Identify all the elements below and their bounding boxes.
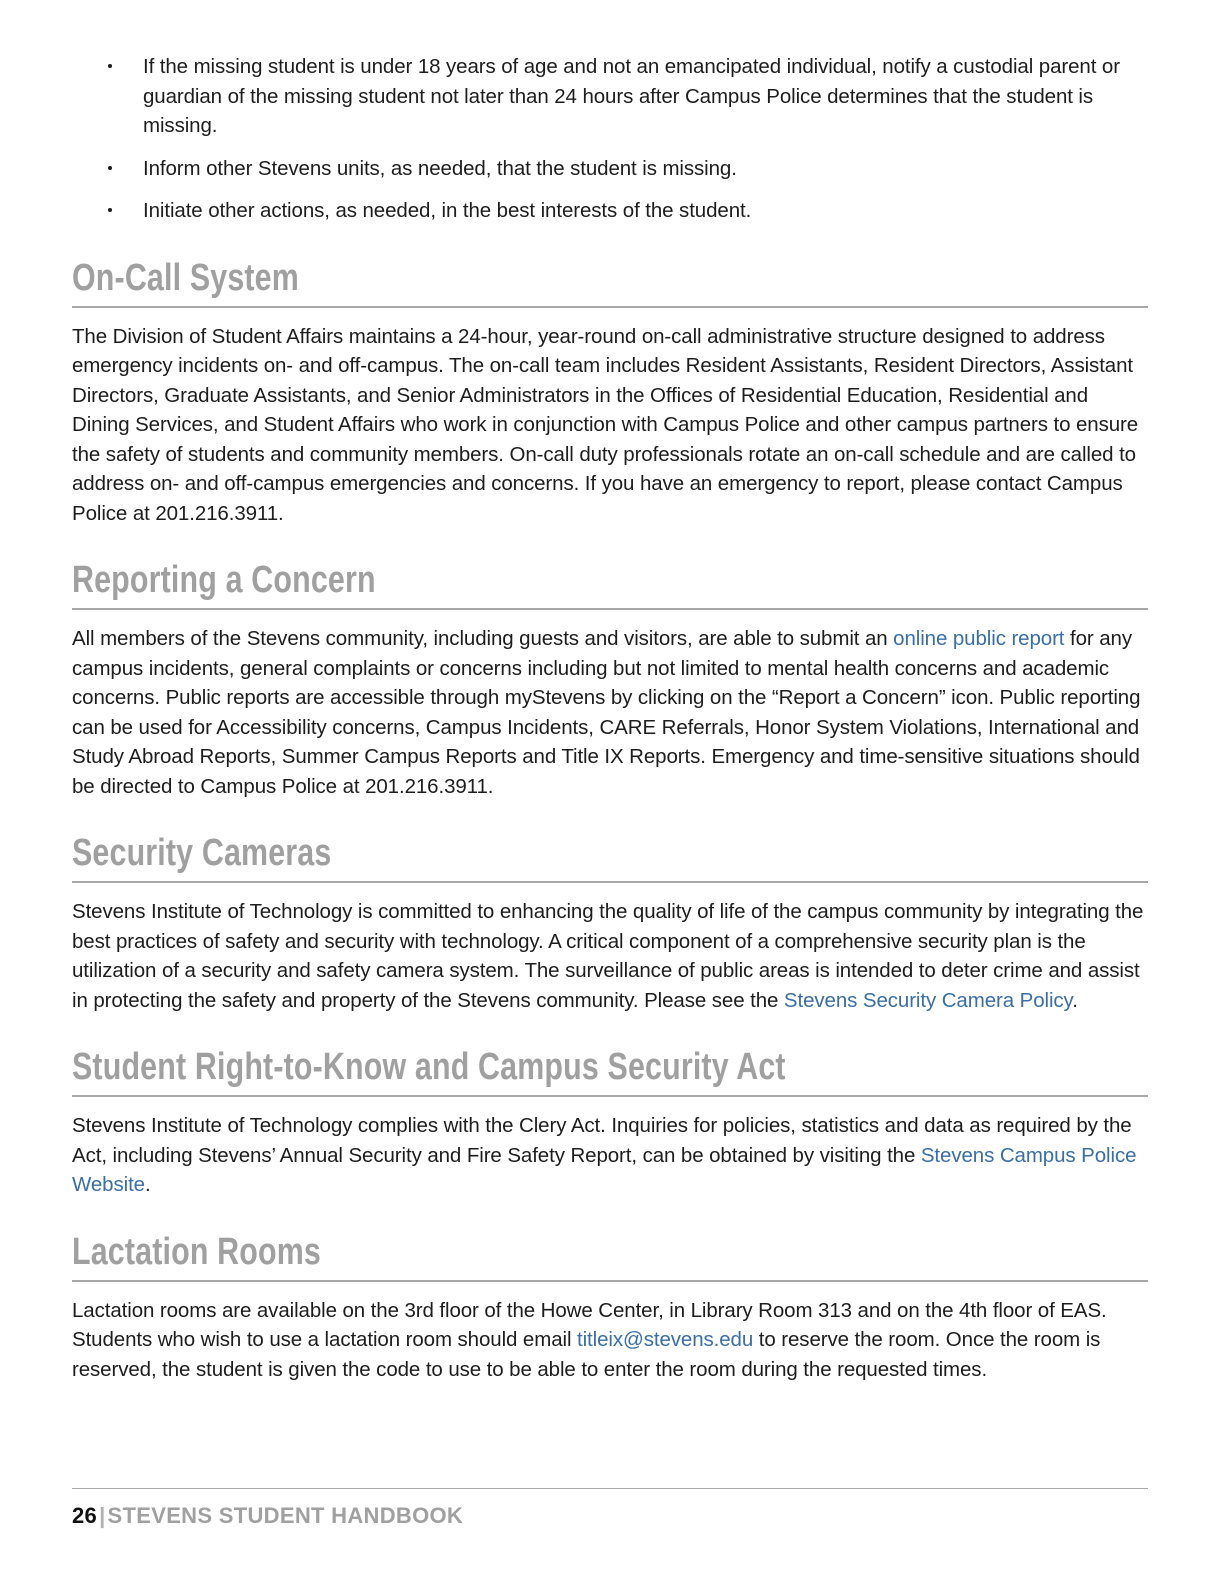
missing-student-procedures-list xyxy=(72,52,1148,226)
page-number: 26 xyxy=(72,1503,98,1528)
heading-divider xyxy=(72,1095,1148,1097)
section-paragraph xyxy=(72,624,1148,801)
section-heading: Lactation Rooms xyxy=(72,1230,321,1273)
titleix-email-link[interactable]: titleix@stevens.edu xyxy=(577,1328,754,1351)
footer-title: STEVENS STUDENT HANDBOOK xyxy=(107,1503,464,1528)
footer-separator: | xyxy=(99,1503,106,1528)
heading-divider xyxy=(72,881,1148,883)
section-heading: Student Right-to-Know and Campus Security Act xyxy=(72,1046,786,1088)
footer-divider xyxy=(72,1488,1148,1489)
section-heading: Security Cameras xyxy=(72,832,332,874)
online-public-report-link[interactable]: online public report xyxy=(893,627,1065,650)
paragraph-text-post: . xyxy=(1072,988,1078,1012)
list-item-text: Initiate other actions, as needed, in the best interests of the student. xyxy=(143,199,752,222)
section-on-call-system xyxy=(72,256,1148,529)
bullet-dot-icon xyxy=(108,64,112,68)
paragraph-text-pre: All members of the Stevens community, including guests and visitors, are able to submit an xyxy=(72,627,894,650)
footer-content xyxy=(72,1503,1148,1529)
list-item xyxy=(72,196,1148,226)
paragraph-text-post: to reserve the room. Once the room is reserved, the student is given the code to use to be able to enter the room during the requested times. xyxy=(72,1328,1101,1381)
page-content xyxy=(72,52,1148,1384)
section-student-right-to-know xyxy=(72,1045,1148,1200)
stevens-campus-police-website-link[interactable]: Stevens Campus Police Website xyxy=(72,1143,1137,1196)
paragraph-text-pre: Stevens Institute of Technology complies with the Clery Act. Inquiries for policies, statistics and data as required by the Act, including Stevens’ Annual Security and Fire Safety Report, can be obtained by visiting the xyxy=(72,1114,1132,1167)
paragraph-text-post: for any campus incidents, general complaints or concerns including but not limited to mental health concerns and academic concerns. Public reports are accessible through myStevens by clicking on the “Report a Concern” icon. Public reporting can be used for Accessibility concerns, Campus Incidents, CARE Referrals, Honor System Violations, International and Study Abroad Reports, Summer Campus Reports and Title IX Reports. Emergency and time-sensitive situations should be directed to Campus Police at 201.216.3911. xyxy=(72,627,1141,798)
paragraph-text-post: . xyxy=(144,1173,151,1196)
section-paragraph xyxy=(72,1111,1148,1200)
heading-divider xyxy=(72,306,1148,308)
heading-divider xyxy=(72,608,1148,610)
section-lactation-rooms xyxy=(72,1230,1148,1385)
section-security-cameras xyxy=(72,831,1148,1015)
page-footer xyxy=(72,1488,1148,1529)
section-paragraph xyxy=(72,322,1148,529)
paragraph-text-pre: The Division of Student Affairs maintains a 24-hour, year-round on-call administrative structure designed to address emergency incidents on- and off-campus. The on-call team includes Resident Assistants, Resident Directors, Assistant Directors, Graduate Assistants, and Senior Administrators in the Offices of Residential Education, Residential and Dining Services, and Student Affairs who work in conjunction with Campus Police and other campus partners to ensure the safety of students and community members. On-call duty professionals rotate an on-call schedule and are called to address on- and off-campus emergencies and concerns. If you have an emergency to report, please contact Campus Police at 201.216.3911. xyxy=(72,324,1139,525)
list-item-text: If the missing student is under 18 years of age and not an emancipated individual, notify a custodial parent or guardian of the missing student not later than 24 hours after Campus Police determines that the student is missing. xyxy=(143,55,1120,137)
heading-divider xyxy=(72,1280,1148,1282)
bullet-dot-icon xyxy=(108,208,112,212)
paragraph-text-pre: Stevens Institute of Technology is committed to enhancing the quality of life of the campus community by integrating the best practices of safety and security with technology. A critical component of a comprehensive security plan is the utilization of a security and safety camera system. The surveillance of public areas is intended to deter crime and assist in protecting the safety and property of the Stevens community. Please see the xyxy=(72,900,1144,1012)
bullet-dot-icon xyxy=(108,166,112,170)
paragraph-text-pre: Lactation rooms are available on the 3rd floor of the Howe Center, in Library Room 313 and on the 4th floor of EAS. Students who wish to use a lactation room should email xyxy=(72,1298,1107,1351)
section-heading: On-Call System xyxy=(72,256,299,299)
stevens-security-camera-policy-link[interactable]: Stevens Security Camera Policy xyxy=(783,988,1073,1012)
section-paragraph xyxy=(72,897,1148,1015)
list-item xyxy=(72,154,1148,184)
section-reporting-a-concern xyxy=(72,558,1148,801)
list-item xyxy=(72,52,1148,141)
list-item-text: Inform other Stevens units, as needed, that the student is missing. xyxy=(143,156,737,180)
section-paragraph xyxy=(72,1296,1148,1385)
section-heading: Reporting a Concern xyxy=(72,559,376,601)
